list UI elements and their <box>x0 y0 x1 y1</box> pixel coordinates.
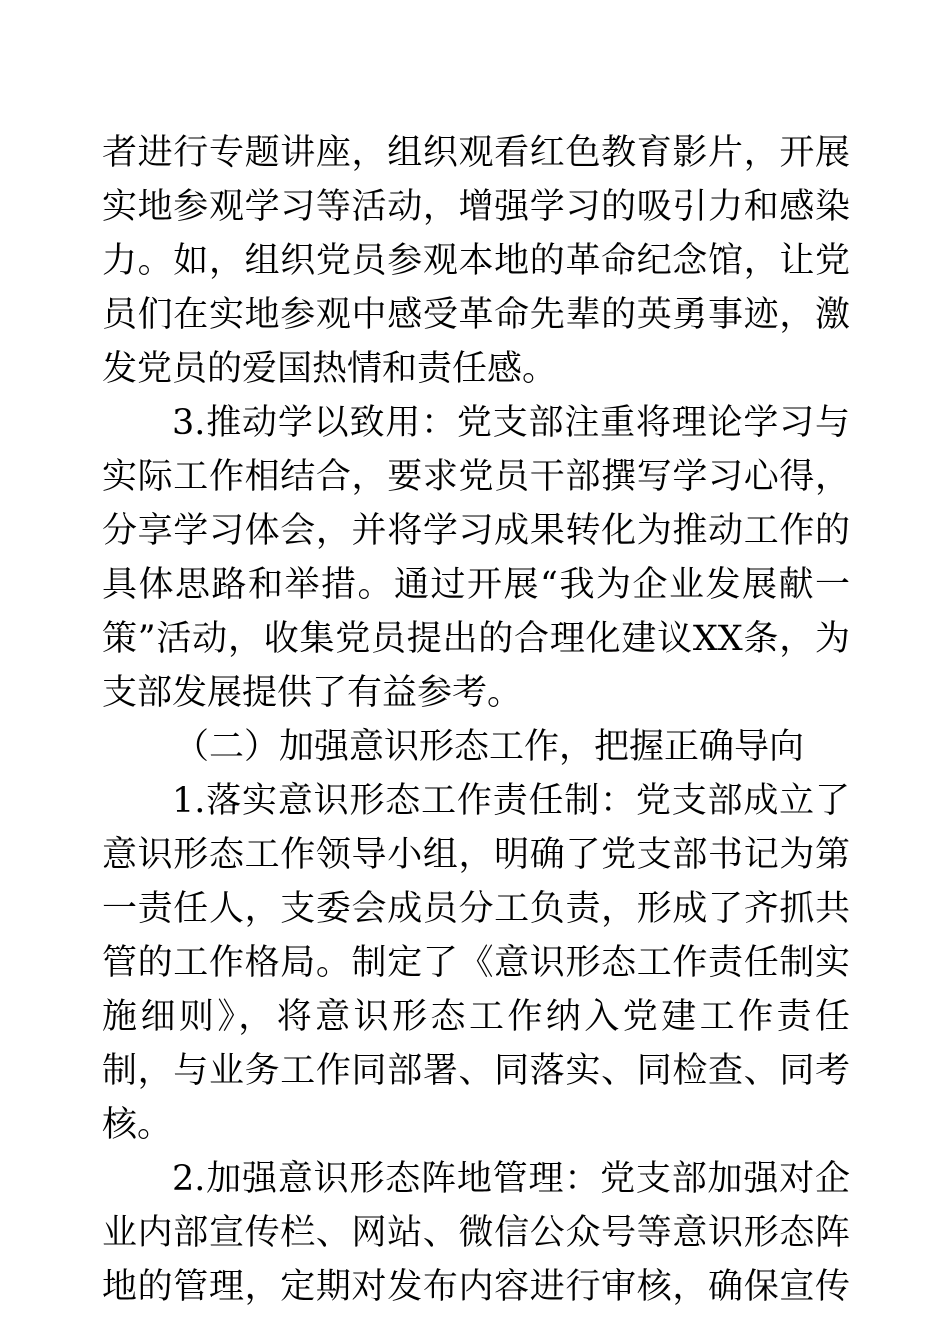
paragraph-line: 业内部宣传栏、网站、微信公众号等意识形态阵 <box>102 1213 850 1253</box>
paragraph-line: 具体思路和举措。通过开展“我为企业发展献一 <box>102 565 850 605</box>
paragraph-line: 分享学习体会，并将学习成果转化为推动工作的 <box>102 511 850 551</box>
paragraph-line: 实地参观学习等活动，增强学习的吸引力和感染 <box>102 187 850 227</box>
paragraph-line: 员们在实地参观中感受革命先辈的英勇事迹，激 <box>102 295 850 335</box>
section-heading: （二）加强意识形态工作，把握正确导向 <box>174 727 805 767</box>
paragraph-first-line: 1.落实意识形态工作责任制：党支部成立了 <box>172 781 850 821</box>
paragraph-first-line: 3.推动学以致用：党支部注重将理论学习与 <box>172 403 850 443</box>
paragraph-line: 发党员的爱国热情和责任感。 <box>102 349 558 389</box>
paragraph-line: 支部发展提供了有益参考。 <box>102 673 523 713</box>
paragraph-line: 核。 <box>102 1105 173 1145</box>
paragraph-line: 管的工作格局。制定了《意识形态工作责任制实 <box>102 943 850 983</box>
document-body <box>102 126 850 1314</box>
paragraph-first-line: 2.加强意识形态阵地管理：党支部加强对企 <box>172 1159 850 1199</box>
paragraph-line: 地的管理，定期对发布内容进行审核，确保宣传 <box>102 1267 850 1307</box>
paragraph-line: 实际工作相结合，要求党员干部撰写学习心得， <box>102 457 850 497</box>
paragraph-line: 意识形态工作领导小组，明确了党支部书记为第 <box>102 835 850 875</box>
paragraph-line: 者进行专题讲座，组织观看红色教育影片，开展 <box>102 133 850 173</box>
paragraph-line: 力。如，组织党员参观本地的革命纪念馆，让党 <box>102 241 850 281</box>
paragraph-line: 施细则》，将意识形态工作纳入党建工作责任 <box>102 997 850 1037</box>
paragraph-line: 一责任人，支委会成员分工负责，形成了齐抓共 <box>102 889 850 929</box>
paragraph-line: 制，与业务工作同部署、同落实、同检查、同考 <box>102 1051 850 1091</box>
paragraph-line: 策”活动，收集党员提出的合理化建议XX条，为 <box>102 619 850 659</box>
